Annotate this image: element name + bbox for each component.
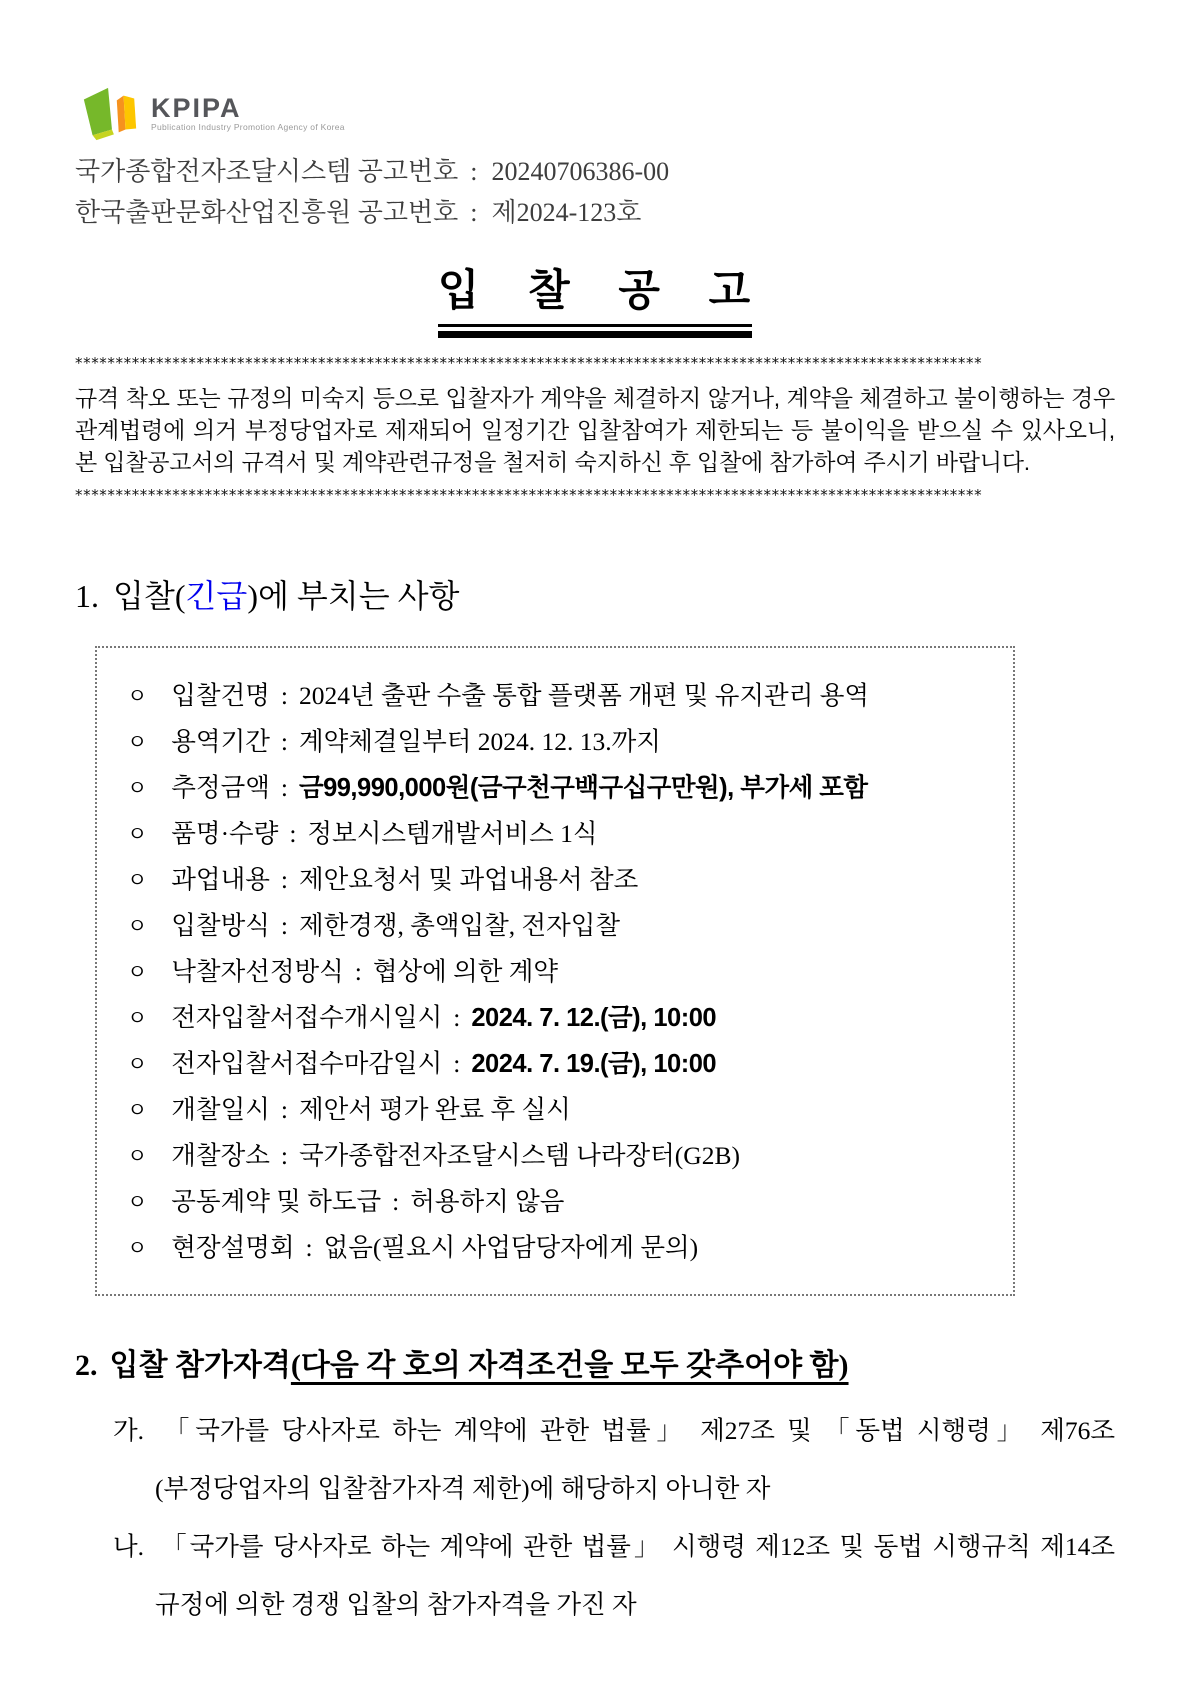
page-title-block (430, 267, 760, 338)
star-divider-top: **************************************************************************************************************** (75, 354, 983, 372)
circle-bullet-icon: ㅇ (127, 1052, 148, 1076)
row-value: 2024년 출판 수출 통합 플랫폼 개편 및 유지관리 용역 (298, 681, 869, 710)
row-colon: : (280, 1141, 288, 1170)
row-colon: : (453, 1003, 461, 1032)
row-value: 협상에 의한 계약 (372, 957, 559, 986)
notice-label: 국가종합전자조달시스템 공고번호 (75, 157, 459, 186)
row-colon: : (280, 727, 288, 756)
row-label: 추정금액 (171, 773, 270, 802)
row-label: 개찰일시 (171, 1095, 270, 1124)
section2-heading (75, 1344, 1115, 1388)
circle-bullet-icon: ㅇ (127, 868, 148, 892)
circle-bullet-icon: ㅇ (127, 1006, 148, 1030)
circle-bullet-icon: ㅇ (127, 822, 148, 846)
row-colon: : (280, 865, 288, 894)
kpipa-book-icon (79, 85, 141, 141)
logo-wordmark: KPIPA (151, 93, 242, 123)
circle-bullet-icon: ㅇ (127, 776, 148, 800)
bid-info-row-open-end (127, 1041, 1003, 1087)
urgent-label: 긴급 (185, 578, 248, 614)
circle-bullet-icon: ㅇ (127, 730, 148, 754)
circle-bullet-icon: ㅇ (127, 1236, 148, 1260)
row-label: 현장설명회 (171, 1233, 295, 1262)
circle-bullet-icon: ㅇ (127, 960, 148, 984)
circle-bullet-icon: ㅇ (127, 1144, 148, 1168)
notice-number: 20240706386-00 (491, 157, 670, 186)
bid-info-row-briefing (127, 1225, 1003, 1271)
item-marker: 가. (113, 1416, 145, 1445)
row-label: 개찰장소 (171, 1141, 270, 1170)
row-label: 낙찰자선정방식 (171, 957, 344, 986)
logo-text-block (151, 95, 345, 133)
row-value: 금99,990,000원(금구천구백구십구만원), 부가세 포함 (298, 774, 868, 802)
row-value: 정보시스템개발서비스 1식 (307, 819, 598, 848)
circle-bullet-icon: ㅇ (127, 684, 148, 708)
bid-info-row-period (127, 719, 1003, 765)
section1-number: 1. (75, 578, 99, 614)
row-value: 제안서 평가 완료 후 실시 (298, 1095, 571, 1124)
bid-info-row-opening-time (127, 1087, 1003, 1133)
bid-info-row-joint-contract (127, 1179, 1003, 1225)
announcement-numbers (75, 151, 1115, 233)
item-text: 「국가를 당사자로 하는 계약에 관한 법률」 제27조 및 「동법 시행령」 제76조(부정당업자의 입찰참가자격 제한)에 해당하지 아니한 자 (155, 1416, 1115, 1503)
circle-bullet-icon: ㅇ (127, 914, 148, 938)
notice-separator: : (470, 198, 478, 227)
row-value: 2024. 7. 12.(금), 10:00 (471, 1004, 717, 1032)
row-colon: : (280, 911, 288, 940)
logo-subtitle: Publication Industry Promotion Agency of Korea (151, 122, 345, 132)
bid-info-row-amount (127, 765, 1003, 811)
qualification-item-na (75, 1518, 1115, 1634)
notice-number: 제2024-123호 (491, 198, 642, 227)
row-colon: : (280, 681, 288, 710)
item-marker: 나. (113, 1532, 145, 1561)
bid-info-row-opening-place (127, 1133, 1003, 1179)
section2-number: 2. (75, 1349, 98, 1382)
page-title: 입 찰 공 고 (437, 268, 753, 315)
bid-info-row-scope (127, 857, 1003, 903)
star-divider-bottom: **************************************************************************************************************** (75, 486, 983, 504)
row-colon: : (305, 1233, 313, 1262)
qualification-item-ga (75, 1402, 1115, 1518)
bid-info-box (95, 646, 1015, 1296)
row-label: 용역기간 (171, 727, 270, 756)
warning-paragraph: 규격 착오 또는 규정의 미숙지 등으로 입찰자가 계약을 체결하지 않거나, 계약을 체결하고 불이행하는 경우 관계법령에 의거 부정당업자로 제재되어 일정기간 입찰참여가 제한되는 등 불이익을 받으실 수 있사오니, 본 입찰공고서의 규격서 및 계약관련규정을 철저히 숙지하신 후 입찰에 참가하여 주시기 바랍니다. (75, 385, 1115, 475)
row-label: 공동계약 및 하도급 (171, 1187, 382, 1216)
section1-heading (75, 576, 1115, 616)
circle-bullet-icon: ㅇ (127, 1098, 148, 1122)
bid-info-row-title (127, 673, 1003, 719)
row-colon: : (453, 1049, 461, 1078)
row-value: 제안요청서 및 과업내용서 참조 (298, 865, 639, 894)
row-label: 과업내용 (171, 865, 270, 894)
kpipa-logo (79, 85, 1115, 143)
title-underline-thick (438, 331, 752, 338)
bid-info-row-item (127, 811, 1003, 857)
item-text: 「국가를 당사자로 하는 계약에 관한 법률」 시행령 제12조 및 동법 시행규칙 제14조 규정에 의한 경쟁 입찰의 참가자격을 가진 자 (155, 1532, 1115, 1619)
row-label: 전자입찰서접수마감일시 (171, 1049, 443, 1078)
section2-title: 입찰 참가자격 (109, 1349, 291, 1382)
qualification-list (75, 1402, 1115, 1634)
bid-info-row-selection (127, 949, 1003, 995)
title-underline-thin (438, 324, 752, 327)
notice-separator: : (470, 157, 478, 186)
row-value: 계약체결일부터 2024. 12. 13.까지 (298, 727, 661, 756)
row-label: 입찰건명 (171, 681, 270, 710)
section1-title-pre: 입찰( (113, 578, 186, 614)
g2b-notice-line (75, 151, 1115, 192)
section1-title-post: )에 부치는 사항 (247, 578, 460, 614)
row-value: 국가종합전자조달시스템 나라장터(G2B) (298, 1141, 740, 1170)
row-colon: : (289, 819, 297, 848)
section2-condition-underlined: (다음 각 호의 자격조건을 모두 갖추어야 함) (290, 1349, 849, 1382)
row-label: 전자입찰서접수개시일시 (171, 1003, 443, 1032)
row-value: 2024. 7. 19.(금), 10:00 (471, 1050, 717, 1078)
row-value: 없음(필요시 사업담당자에게 문의) (323, 1233, 699, 1262)
row-label: 입찰방식 (171, 911, 270, 940)
row-value: 허용하지 않음 (410, 1187, 565, 1216)
notice-label: 한국출판문화산업진흥원 공고번호 (75, 198, 459, 227)
row-colon: : (280, 1095, 288, 1124)
row-colon: : (354, 957, 362, 986)
row-value: 제한경쟁, 총액입찰, 전자입찰 (298, 911, 621, 940)
bid-info-row-open-start (127, 995, 1003, 1041)
row-colon: : (280, 773, 288, 802)
kpipa-notice-line (75, 192, 1115, 233)
circle-bullet-icon: ㅇ (127, 1190, 148, 1214)
bid-info-row-method (127, 903, 1003, 949)
row-colon: : (392, 1187, 400, 1216)
row-label: 품명·수량 (171, 819, 279, 848)
